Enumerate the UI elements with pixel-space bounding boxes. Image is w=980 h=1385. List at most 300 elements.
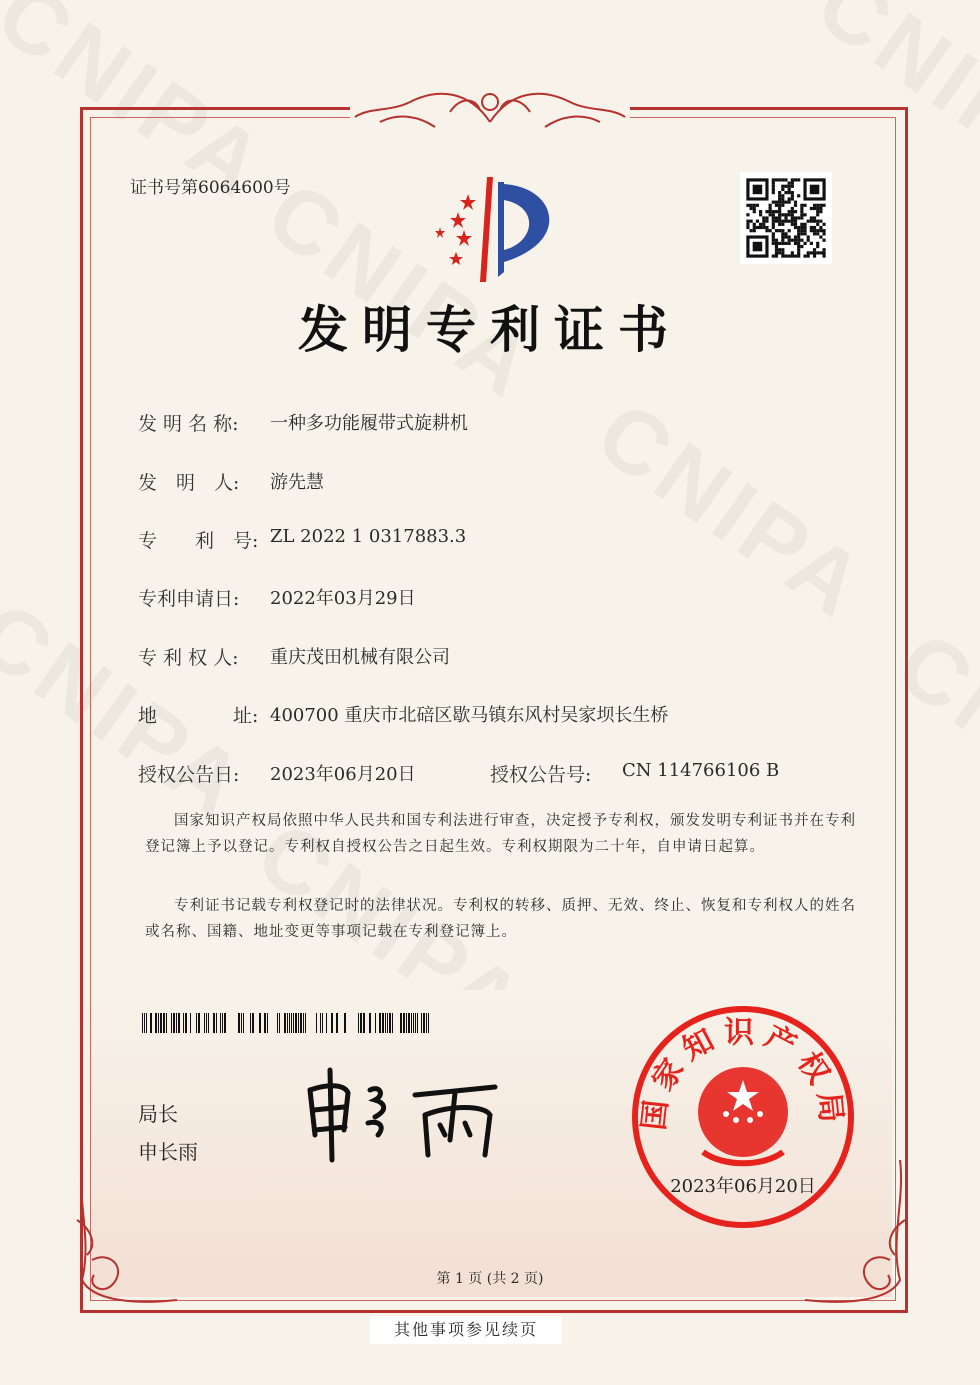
qr-module	[813, 251, 816, 254]
qr-module	[822, 251, 825, 254]
qr-module	[816, 210, 819, 213]
qr-module	[791, 194, 794, 197]
qr-module	[822, 239, 825, 242]
barcode-bar	[144, 1013, 145, 1033]
qr-module	[797, 178, 800, 181]
qr-module	[772, 216, 775, 219]
qr-module	[822, 223, 825, 226]
qr-module	[794, 235, 797, 238]
qr-module	[756, 204, 759, 207]
qr-module	[778, 251, 781, 254]
qr-module	[784, 178, 787, 181]
field-value: 2023年06月20日	[270, 764, 416, 785]
barcode-bar	[411, 1013, 412, 1033]
qr-module	[778, 220, 781, 223]
qr-module	[784, 185, 787, 188]
barcode-bar	[183, 1013, 184, 1033]
barcode-bar	[293, 1013, 294, 1033]
barcode-bar	[206, 1013, 207, 1033]
qr-module	[816, 232, 819, 235]
qr-module	[781, 178, 784, 181]
qr-module	[816, 213, 819, 216]
barcode-bar	[279, 1013, 280, 1033]
qr-module	[772, 191, 775, 194]
qr-module	[797, 242, 800, 245]
qr-module	[813, 254, 816, 257]
qr-module	[813, 226, 816, 229]
qr-module	[778, 223, 781, 226]
qr-module	[746, 204, 749, 207]
qr-module	[769, 204, 772, 207]
barcode-bar	[326, 1013, 327, 1033]
barcode	[142, 1013, 432, 1033]
qr-module	[775, 251, 778, 254]
qr-module	[807, 251, 810, 254]
qr-module	[772, 188, 775, 191]
qr-module	[781, 254, 784, 257]
seal-date: 2023年06月20日	[670, 1176, 816, 1197]
qr-module	[807, 220, 810, 223]
qr-module	[778, 191, 781, 194]
barcode-bar	[382, 1013, 384, 1033]
qr-module	[794, 220, 797, 223]
qr-module	[778, 213, 781, 216]
qr-module	[788, 235, 791, 238]
qr-module	[781, 185, 784, 188]
qr-module	[816, 245, 819, 248]
qr-module	[781, 213, 784, 216]
barcode-bar	[387, 1013, 388, 1033]
barcode-bar	[400, 1013, 402, 1033]
qr-module	[803, 226, 806, 229]
qr-module	[772, 182, 775, 185]
qr-module	[778, 194, 781, 197]
qr-module	[781, 204, 784, 207]
qr-finder	[753, 242, 763, 252]
qr-module	[813, 216, 816, 219]
barcode-bar	[289, 1013, 290, 1033]
qr-module	[781, 239, 784, 242]
qr-module	[807, 254, 810, 257]
qr-module	[813, 248, 816, 251]
qr-module	[756, 220, 759, 223]
patent-number-field	[138, 526, 466, 553]
qr-module	[816, 207, 819, 210]
qr-module	[816, 229, 819, 232]
barcode-bar	[284, 1013, 286, 1033]
barcode-bar	[173, 1013, 175, 1033]
qr-module	[819, 229, 822, 232]
qr-module	[788, 197, 791, 200]
barcode-bar	[336, 1013, 338, 1033]
barcode-bar	[204, 1013, 205, 1033]
qr-module	[762, 220, 765, 223]
qr-module	[765, 210, 768, 213]
qr-module	[775, 201, 778, 204]
qr-module	[781, 242, 784, 245]
qr-module	[791, 191, 794, 194]
barcode-bar	[150, 1013, 152, 1033]
qr-module	[775, 248, 778, 251]
qr-module	[775, 254, 778, 257]
qr-module	[746, 226, 749, 229]
qr-module	[791, 223, 794, 226]
qr-module	[810, 226, 813, 229]
qr-module	[765, 229, 768, 232]
qr-module	[794, 242, 797, 245]
legal-paragraph: 国家知识产权局依照中华人民共和国专利法进行审查，决定授予专利权，颁发发明专利证书并在专利登记簿上予以登记。专利权自授权公告之日起生效。专利权期限为二十年，自申请日起算。	[145, 813, 856, 855]
field-value: 一种多功能履带式旋耕机	[270, 413, 468, 434]
qr-module	[810, 207, 813, 210]
qr-module	[800, 210, 803, 213]
qr-module	[819, 220, 822, 223]
qr-module	[822, 229, 825, 232]
qr-module	[781, 229, 784, 232]
field-label: 专 利 号:	[138, 530, 259, 552]
barcode-bar	[363, 1013, 365, 1033]
qr-module	[775, 178, 778, 181]
qr-module	[800, 245, 803, 248]
barcode-bar	[198, 1013, 200, 1033]
qr-module	[816, 223, 819, 226]
qr-module	[775, 229, 778, 232]
qr-module	[772, 185, 775, 188]
qr-module	[778, 216, 781, 219]
qr-module	[784, 216, 787, 219]
barcode-bar	[426, 1013, 427, 1033]
qr-module	[791, 239, 794, 242]
qr-module	[791, 185, 794, 188]
qr-module	[762, 223, 765, 226]
qr-module	[788, 213, 791, 216]
qr-finder	[810, 185, 820, 195]
qr-module	[772, 210, 775, 213]
qr-module	[781, 188, 784, 191]
field-value: CN 114766106 B	[622, 760, 780, 781]
qr-module	[803, 229, 806, 232]
qr-module	[794, 254, 797, 257]
qr-module	[791, 197, 794, 200]
qr-module	[762, 226, 765, 229]
qr-module	[778, 210, 781, 213]
qr-module	[822, 204, 825, 207]
qr-module	[822, 248, 825, 251]
qr-module	[797, 232, 800, 235]
qr-module	[819, 235, 822, 238]
qr-module	[778, 207, 781, 210]
qr-module	[772, 178, 775, 181]
qr-module	[759, 223, 762, 226]
barcode-bar	[303, 1013, 304, 1033]
barcode-bar	[224, 1013, 226, 1033]
field-label: 发 明 名 称:	[138, 413, 239, 435]
qr-module	[769, 229, 772, 232]
barcode-bar	[385, 1013, 386, 1033]
qr-module	[800, 213, 803, 216]
field-label: 专 利 权 人:	[138, 647, 239, 669]
barcode-bar	[146, 1013, 147, 1033]
barcode-bar	[238, 1013, 240, 1033]
qr-module	[807, 235, 810, 238]
qr-module	[778, 197, 781, 200]
barcode-bar	[158, 1013, 159, 1033]
qr-module	[794, 204, 797, 207]
qr-module	[778, 178, 781, 181]
qr-module	[778, 229, 781, 232]
qr-module	[775, 239, 778, 242]
field-value: 2022年03月29日	[270, 588, 416, 609]
qr-module	[797, 254, 800, 257]
invention-name-field	[138, 409, 468, 436]
qr-module	[816, 220, 819, 223]
qr-module	[794, 178, 797, 181]
qr-module	[772, 232, 775, 235]
qr-module	[803, 254, 806, 257]
official-seal	[628, 1002, 858, 1232]
address-field	[138, 701, 668, 728]
qr-module	[784, 235, 787, 238]
field-label: 发 明 人:	[138, 472, 240, 494]
qr-module	[819, 226, 822, 229]
qr-module	[765, 220, 768, 223]
barcode-bar	[392, 1013, 393, 1033]
qr-module	[819, 251, 822, 254]
grant-date-field	[138, 760, 416, 787]
qr-module	[775, 216, 778, 219]
qr-module	[784, 242, 787, 245]
qr-module	[772, 254, 775, 257]
qr-module	[788, 185, 791, 188]
qr-module	[816, 242, 819, 245]
qr-module	[788, 182, 791, 185]
grant-number-field	[490, 760, 779, 787]
qr-module	[813, 204, 816, 207]
qr-module	[788, 210, 791, 213]
barcode-bar	[264, 1013, 266, 1033]
qr-module	[797, 239, 800, 242]
qr-module	[819, 207, 822, 210]
qr-module	[810, 220, 813, 223]
barcode-bar	[220, 1013, 221, 1033]
qr-module	[772, 201, 775, 204]
barcode-bar	[331, 1013, 333, 1033]
qr-module	[753, 207, 756, 210]
barcode-bar	[300, 1013, 302, 1033]
barcode-bar	[344, 1013, 346, 1033]
barcode-bar	[417, 1013, 418, 1033]
qr-module	[769, 213, 772, 216]
qr-module	[775, 220, 778, 223]
barcode-bar	[277, 1013, 278, 1033]
qr-module	[788, 229, 791, 232]
barcode-bar	[298, 1013, 299, 1033]
qr-module	[791, 216, 794, 219]
legal-paragraph: 专利证书记载专利权登记时的法律状况。专利权的转移、质押、无效、终止、恢复和专利权人的姓名或名称、国籍、地址变更等事项记载在专利登记簿上。	[145, 898, 856, 940]
qr-module	[788, 201, 791, 204]
director-signature	[300, 1065, 510, 1165]
barcode-bar	[360, 1013, 362, 1033]
qr-module	[759, 226, 762, 229]
qr-module	[775, 210, 778, 213]
qr-code	[740, 172, 832, 264]
seal-text: 国家知识产权局	[636, 1015, 850, 1132]
qr-module	[772, 213, 775, 216]
qr-module	[775, 245, 778, 248]
qr-module	[800, 229, 803, 232]
barcode-bar	[415, 1013, 416, 1033]
cnipa-logo-icon	[420, 172, 570, 282]
qr-module	[772, 239, 775, 242]
barcode-bar	[171, 1013, 172, 1033]
qr-module	[781, 251, 784, 254]
qr-module	[810, 251, 813, 254]
qr-module	[791, 213, 794, 216]
qr-module	[810, 242, 813, 245]
qr-module	[813, 220, 816, 223]
qr-module	[794, 216, 797, 219]
qr-module	[788, 191, 791, 194]
barcode-bar	[166, 1013, 167, 1033]
barcode-bar	[243, 1013, 244, 1033]
qr-module	[778, 201, 781, 204]
barcode-bar	[185, 1013, 187, 1033]
qr-module	[784, 201, 787, 204]
qr-module	[800, 204, 803, 207]
qr-module	[797, 194, 800, 197]
qr-module	[788, 188, 791, 191]
qr-module	[781, 223, 784, 226]
field-value: 重庆茂田机械有限公司	[270, 647, 450, 668]
qr-module	[746, 213, 749, 216]
qr-module	[781, 201, 784, 204]
qr-module	[772, 220, 775, 223]
qr-module	[816, 204, 819, 207]
qr-module	[781, 232, 784, 235]
qr-module	[746, 220, 749, 223]
qr-module	[781, 197, 784, 200]
qr-module	[822, 232, 825, 235]
qr-module	[794, 210, 797, 213]
qr-module	[781, 235, 784, 238]
field-label: 授权公告日:	[138, 764, 240, 786]
qr-module	[800, 216, 803, 219]
barcode-bar	[196, 1013, 197, 1033]
barcode-bar	[222, 1013, 223, 1033]
qr-module	[784, 232, 787, 235]
qr-module	[794, 201, 797, 204]
qr-module	[750, 229, 753, 232]
barcode-bar	[155, 1013, 157, 1033]
field-value: 400700 重庆市北碚区歇马镇东风村吴家坝长生桥	[270, 705, 669, 726]
barcode-bar	[403, 1013, 405, 1033]
barcode-bar	[305, 1013, 306, 1033]
qr-module	[784, 213, 787, 216]
barcode-bar	[421, 1013, 422, 1033]
qr-module	[791, 210, 794, 213]
qr-module	[797, 235, 800, 238]
qr-module	[778, 248, 781, 251]
qr-module	[772, 226, 775, 229]
qr-module	[788, 242, 791, 245]
qr-module	[784, 220, 787, 223]
qr-module	[791, 182, 794, 185]
qr-module	[765, 226, 768, 229]
qr-module	[803, 213, 806, 216]
qr-module	[803, 242, 806, 245]
barcode-bar	[379, 1013, 381, 1033]
barcode-bar	[291, 1013, 292, 1033]
qr-module	[819, 210, 822, 213]
barcode-bar	[389, 1013, 391, 1033]
barcode-bar	[267, 1013, 268, 1033]
barcode-bar	[241, 1013, 242, 1033]
barcode-bar	[160, 1013, 162, 1033]
barcode-bar	[406, 1013, 407, 1033]
barcode-bar	[252, 1013, 254, 1033]
barcode-bar	[259, 1013, 261, 1033]
qr-module	[756, 226, 759, 229]
qr-module	[753, 223, 756, 226]
qr-module	[772, 235, 775, 238]
qr-module	[800, 223, 803, 226]
director-title: 局长	[138, 1102, 178, 1126]
qr-module	[791, 207, 794, 210]
qr-module	[807, 239, 810, 242]
qr-module	[791, 254, 794, 257]
qr-module	[762, 216, 765, 219]
barcode-bar	[358, 1013, 359, 1033]
qr-module	[813, 229, 816, 232]
qr-module	[750, 207, 753, 210]
qr-module	[775, 242, 778, 245]
qr-module	[794, 226, 797, 229]
top-ornament-icon	[350, 82, 630, 132]
qr-module	[759, 210, 762, 213]
qr-module	[819, 204, 822, 207]
qr-module	[753, 229, 756, 232]
qr-module	[791, 220, 794, 223]
qr-module	[788, 220, 791, 223]
footer-note: 其他事项参见续页	[370, 1316, 562, 1344]
qr-module	[810, 229, 813, 232]
barcode-bar	[142, 1013, 143, 1033]
qr-finder	[753, 185, 763, 195]
qr-module	[797, 245, 800, 248]
qr-module	[797, 248, 800, 251]
field-label: 地 址:	[138, 705, 259, 727]
patentee-field	[138, 643, 450, 670]
qr-module	[797, 251, 800, 254]
barcode-bar	[216, 1013, 217, 1033]
certificate-number: 证书号第6064600号	[130, 178, 291, 198]
qr-module	[788, 239, 791, 242]
qr-module	[781, 194, 784, 197]
qr-module	[791, 251, 794, 254]
qr-module	[800, 226, 803, 229]
qr-module	[775, 204, 778, 207]
qr-module	[753, 226, 756, 229]
qr-module	[813, 207, 816, 210]
barcode-bar	[250, 1013, 251, 1033]
director-name: 申长雨	[138, 1140, 198, 1164]
qr-module	[822, 254, 825, 257]
qr-module	[803, 223, 806, 226]
field-value: ZL 2022 1 0317883.3	[270, 526, 467, 547]
barcode-bar	[428, 1013, 429, 1033]
field-value: 游先慧	[270, 472, 324, 493]
barcode-bar	[190, 1013, 191, 1033]
barcode-bar	[408, 1013, 410, 1033]
